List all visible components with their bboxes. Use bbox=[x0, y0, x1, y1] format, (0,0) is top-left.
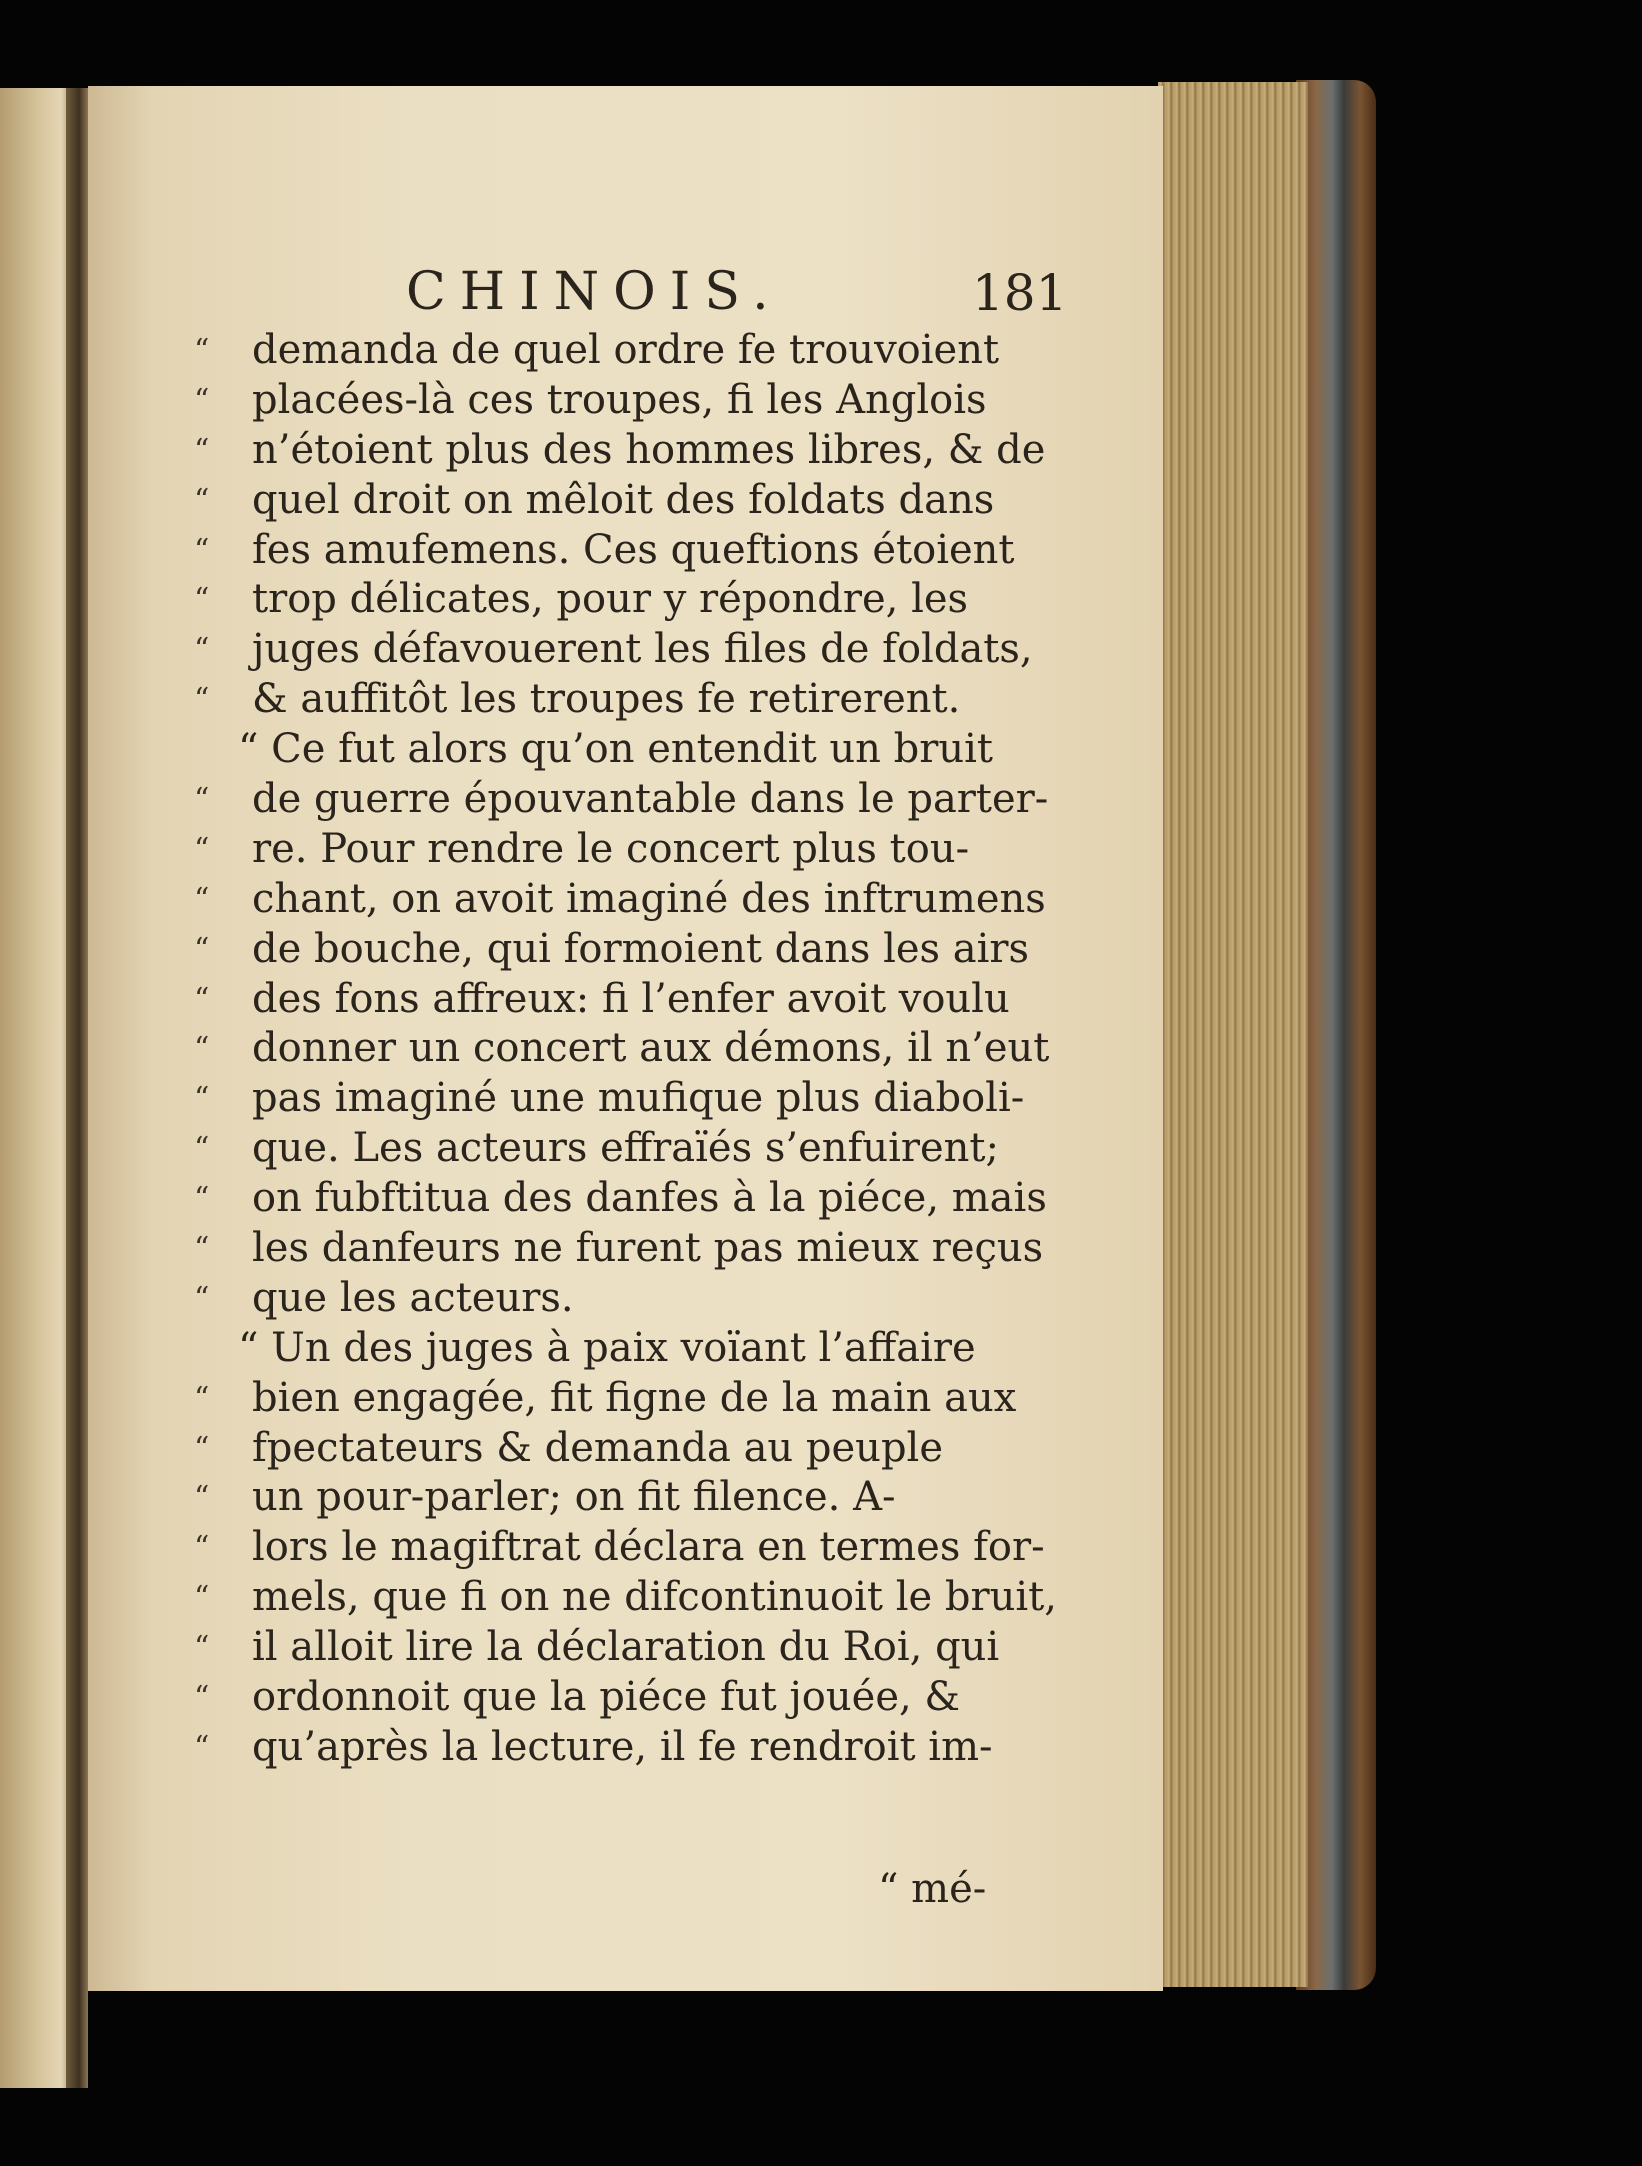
quote-mark: “ bbox=[194, 482, 210, 518]
line-text: il alloit lire la déclaration du Roi, qui bbox=[252, 1624, 1000, 1671]
text-line bbox=[88, 825, 1163, 875]
text-line bbox=[88, 476, 1163, 526]
text-line bbox=[88, 1523, 1163, 1573]
line-text: lors le magiftrat déclara en termes for- bbox=[252, 1524, 1045, 1571]
line-text: que les acteurs. bbox=[252, 1274, 574, 1321]
line-text: “ Un des juges à paix voïant l’affaire bbox=[238, 1324, 976, 1371]
text-line bbox=[88, 675, 1163, 725]
text-line bbox=[88, 875, 1163, 925]
quote-mark: “ bbox=[194, 1181, 210, 1217]
text-line bbox=[88, 1024, 1163, 1074]
text-line bbox=[88, 1224, 1163, 1274]
line-text: chant, on avoit imaginé des inftrumens bbox=[252, 875, 1046, 922]
line-text: pas imaginé une mufique plus diaboli- bbox=[252, 1075, 1025, 1122]
running-head bbox=[88, 262, 1163, 332]
text-line bbox=[88, 376, 1163, 426]
quote-mark: “ bbox=[194, 1729, 210, 1765]
quote-mark: “ bbox=[194, 1231, 210, 1267]
text-line bbox=[88, 526, 1163, 576]
line-text: trop délicates, pour y répondre, les bbox=[252, 576, 969, 623]
line-text: des fons affreux: fi l’enfer avoit voulu bbox=[252, 975, 1010, 1022]
quote-mark: “ bbox=[194, 1280, 210, 1316]
quote-mark: “ bbox=[194, 582, 210, 618]
quote-mark: “ bbox=[194, 1380, 210, 1416]
page-edges bbox=[1158, 82, 1308, 1987]
text-line bbox=[88, 975, 1163, 1025]
quote-mark: “ bbox=[194, 881, 210, 917]
left-page-edge bbox=[0, 88, 72, 2088]
line-text: demanda de quel ordre fe trouvoient bbox=[252, 327, 1000, 373]
line-text: re. Pour rendre le concert plus tou- bbox=[252, 825, 970, 872]
text-line bbox=[88, 575, 1163, 625]
quote-mark: “ bbox=[194, 532, 210, 568]
line-text: on fubftitua des danfes à la piéce, mais bbox=[252, 1175, 1047, 1222]
line-text: les danfeurs ne furent pas mieux reçus bbox=[252, 1225, 1044, 1272]
line-text: mels, que fi on ne difcontinuoit le bruit, bbox=[252, 1574, 1057, 1621]
text-line bbox=[88, 1623, 1163, 1673]
quote-mark: “ bbox=[194, 1131, 210, 1167]
text-line bbox=[88, 625, 1163, 675]
quote-mark: “ bbox=[194, 1680, 210, 1716]
book-gutter bbox=[66, 88, 88, 2088]
line-text: de bouche, qui formoient dans les airs bbox=[252, 925, 1030, 972]
running-head-title: CHINOIS. bbox=[406, 262, 783, 322]
text-line bbox=[88, 326, 1163, 376]
page-number: 181 bbox=[972, 264, 1068, 322]
quote-mark: “ bbox=[194, 981, 210, 1017]
quote-mark: “ bbox=[194, 1580, 210, 1616]
text-line bbox=[88, 1324, 1163, 1374]
line-text: & auffitôt les troupes fe retirerent. bbox=[252, 676, 961, 723]
text-line bbox=[88, 1473, 1163, 1523]
text-line bbox=[88, 725, 1163, 775]
right-page bbox=[88, 86, 1163, 1991]
quote-mark: “ bbox=[194, 1630, 210, 1666]
text-line bbox=[88, 1673, 1163, 1723]
quote-mark: “ bbox=[194, 1480, 210, 1516]
body-text bbox=[88, 326, 1163, 1773]
line-text: donner un concert aux démons, il n’eut bbox=[252, 1025, 1050, 1072]
text-line bbox=[88, 1573, 1163, 1623]
text-line bbox=[88, 775, 1163, 825]
line-text: qu’après la lecture, il fe rendroit im- bbox=[252, 1723, 993, 1770]
line-text: “ Ce fut alors qu’on entendit un bruit bbox=[238, 726, 993, 773]
quote-mark: “ bbox=[194, 1430, 210, 1466]
line-text: fes amufemens. Ces queftions étoient bbox=[252, 526, 1015, 573]
line-text: ordonnoit que la piéce fut jouée, & bbox=[252, 1674, 961, 1721]
quote-mark: “ bbox=[194, 632, 210, 668]
text-line bbox=[88, 426, 1163, 476]
text-line bbox=[88, 1274, 1163, 1324]
text-line bbox=[88, 1124, 1163, 1174]
line-text: fpectateurs & demanda au peuple bbox=[252, 1424, 944, 1471]
quote-mark: “ bbox=[194, 1530, 210, 1566]
line-text: quel droit on mêloit des foldats dans bbox=[252, 476, 995, 523]
line-text: placées-là ces troupes, fi les Anglois bbox=[252, 376, 987, 423]
line-text: juges défavouerent les files de foldats, bbox=[252, 626, 1033, 673]
leather-binding bbox=[1296, 80, 1376, 1990]
quote-mark: “ bbox=[194, 782, 210, 818]
quote-mark: “ bbox=[194, 682, 210, 718]
line-text: de guerre épouvantable dans le parter- bbox=[252, 776, 1049, 823]
text-line bbox=[88, 1374, 1163, 1424]
line-text: un pour-parler; on fit filence. A- bbox=[252, 1474, 896, 1521]
quote-mark: “ bbox=[194, 432, 210, 468]
catchword: “ mé- bbox=[878, 1866, 987, 1912]
quote-mark: “ bbox=[194, 333, 210, 368]
line-text: n’étoient plus des hommes libres, & de bbox=[252, 426, 1046, 473]
text-line bbox=[88, 1074, 1163, 1124]
text-line bbox=[88, 1424, 1163, 1474]
line-text: bien engagée, fit figne de la main aux bbox=[252, 1374, 1017, 1421]
quote-mark: “ bbox=[194, 382, 210, 418]
text-line bbox=[88, 925, 1163, 975]
text-line bbox=[88, 1723, 1163, 1773]
line-text: que. Les acteurs effraïés s’enfuirent; bbox=[252, 1125, 999, 1172]
text-line bbox=[88, 1174, 1163, 1224]
quote-mark: “ bbox=[194, 1081, 210, 1117]
quote-mark: “ bbox=[194, 1031, 210, 1067]
quote-mark: “ bbox=[194, 931, 210, 967]
quote-mark: “ bbox=[194, 831, 210, 867]
